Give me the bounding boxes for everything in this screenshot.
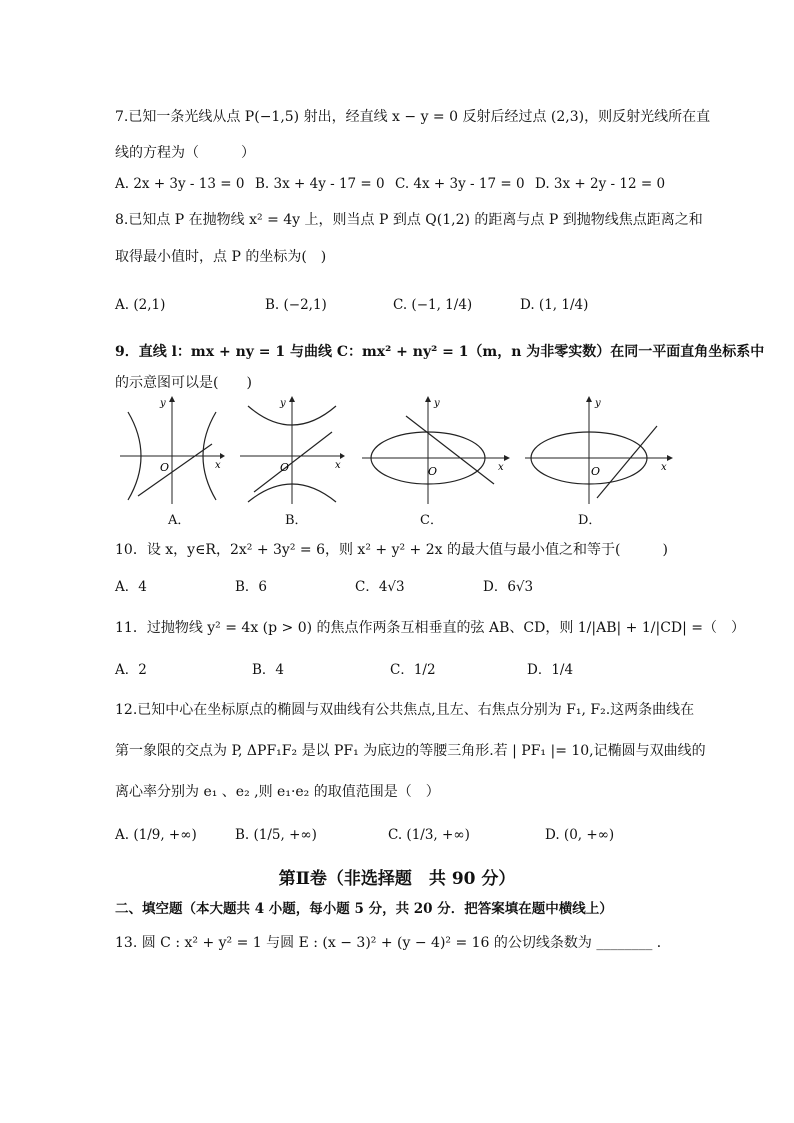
y-axis-arrow <box>169 396 175 402</box>
q10-option-a[interactable]: A．4 <box>115 579 147 595</box>
line-l <box>254 432 332 492</box>
q7-option-b[interactable]: B. 3x + 4y - 17 = 0 <box>255 176 385 192</box>
q10-text-line1: 10．设 x，y∈R，2x² + 3y² = 6，则 x² + y² + 2x 的最大值与最小值之和等于( ) <box>115 542 668 558</box>
x-axis-arrow <box>667 455 673 461</box>
q11-option-c[interactable]: C．1/2 <box>390 662 436 678</box>
x-label: x <box>335 460 341 471</box>
q12-option-d[interactable]: D. (0, +∞) <box>545 827 615 843</box>
line-l <box>597 426 657 498</box>
q9-figure-b[interactable] <box>240 396 345 504</box>
q8-option-b[interactable]: B. (−2,1) <box>265 297 327 313</box>
q11-option-a[interactable]: A．2 <box>115 662 147 678</box>
q9-label-b: B． <box>285 513 308 528</box>
q12-option-a[interactable]: A. (1/9, +∞) <box>115 827 197 843</box>
q8-text-line2: 取得最小值时，点 P 的坐标为( ) <box>115 249 327 265</box>
y-axis-arrow <box>586 396 592 402</box>
y-label: y <box>595 398 601 409</box>
q8-option-a[interactable]: A. (2,1) <box>115 297 166 313</box>
q12-text-line1: 12.已知中心在坐标原点的椭圆与双曲线有公共焦点,且左、右焦点分别为 F₁, F₂.这两条曲线在 <box>115 702 695 718</box>
y-label: y <box>280 398 286 409</box>
q10-option-c[interactable]: C．4√3 <box>355 579 405 595</box>
q8-text-line1: 8.已知点 P 在抛物线 x² = 4y 上，则当点 P 到点 Q(1,2) 的距离与点 P 到抛物线焦点距离之和 <box>115 212 703 228</box>
q12-option-c[interactable]: C. (1/3, +∞) <box>388 827 470 843</box>
section-heading: 二、填空题（本大题共 4 小题，每小题 5 分，共 20 分．把答案填在题中横线上） <box>115 901 613 917</box>
q12-text-line3: 离心率分别为 e₁ 、e₂ ,则 e₁·e₂ 的取值范围是（ ） <box>115 784 440 800</box>
x-axis-arrow <box>220 453 225 459</box>
q7-text-line2: 线的方程为（ ） <box>115 145 255 161</box>
q9-figure-a[interactable] <box>120 396 225 504</box>
y-axis-arrow <box>289 396 295 402</box>
x-label: x <box>215 460 221 471</box>
q7-option-a[interactable]: A. 2x + 3y - 13 = 0 <box>115 176 245 192</box>
x-label: x <box>498 462 504 473</box>
q7-option-d[interactable]: D. 3x + 2y - 12 = 0 <box>535 176 666 192</box>
q7-option-c[interactable]: C. 4x + 3y - 17 = 0 <box>395 176 525 192</box>
q10-option-b[interactable]: B．6 <box>235 579 268 595</box>
x-axis-arrow <box>504 455 510 461</box>
q11-option-b[interactable]: B．4 <box>252 662 285 678</box>
q8-option-d[interactable]: D. (1, 1/4) <box>520 297 589 313</box>
x-axis-arrow <box>340 453 345 459</box>
q7-text-line1: 7.已知一条光线从点 P(−1,5) 射出，经直线 x − y = 0 反射后经过点 (2,3)，则反射光线所在直 <box>115 109 711 125</box>
q9-text-line1: 9．直线 l：mx + ny = 1 与曲线 C：mx² + ny² = 1（m，n 为非零实数）在同一平面直角坐标系中 <box>115 344 765 360</box>
line-l <box>406 416 494 484</box>
q11-option-d[interactable]: D．1/4 <box>527 662 574 678</box>
y-axis-arrow <box>425 396 431 402</box>
x-label: x <box>661 462 667 473</box>
y-label: y <box>160 398 166 409</box>
q9-label-c: C． <box>420 513 443 528</box>
origin-label: O <box>280 461 290 474</box>
q9-label-d: D． <box>578 513 602 528</box>
origin-label: O <box>428 465 438 478</box>
q13-text-line1[interactable]: 13. 圆 C : x² + y² = 1 与圆 E : (x − 3)² + (y − 4)² = 16 的公切线条数为 ________ ． <box>115 935 671 951</box>
q11-text-line1: 11．过抛物线 y² = 4x (p > 0) 的焦点作两条互相垂直的弦 AB、CD，则 1/|AB| + 1/|CD| =（ ） <box>115 620 746 636</box>
q12-text-line2: 第一象限的交点为 P, ΔPF₁F₂ 是以 PF₁ 为底边的等腰三角形.若 | PF₁ |= 10,记椭圆与双曲线的 <box>115 743 706 759</box>
line-l <box>138 444 212 496</box>
q12-option-b[interactable]: B. (1/5, +∞) <box>235 827 317 843</box>
y-label: y <box>434 398 440 409</box>
origin-label: O <box>591 465 601 478</box>
q8-option-c[interactable]: C. (−1, 1/4) <box>393 297 473 313</box>
q9-text-line2: 的示意图可以是( ) <box>115 375 252 391</box>
q10-option-d[interactable]: D．6√3 <box>483 579 534 595</box>
section-title: 第Ⅱ卷（非选择题 共 90 分） <box>278 869 516 889</box>
q9-figure-d[interactable] <box>525 396 673 504</box>
q9-label-a: A． <box>168 513 191 528</box>
origin-label: O <box>160 461 170 474</box>
q9-figure-c[interactable] <box>362 396 510 504</box>
